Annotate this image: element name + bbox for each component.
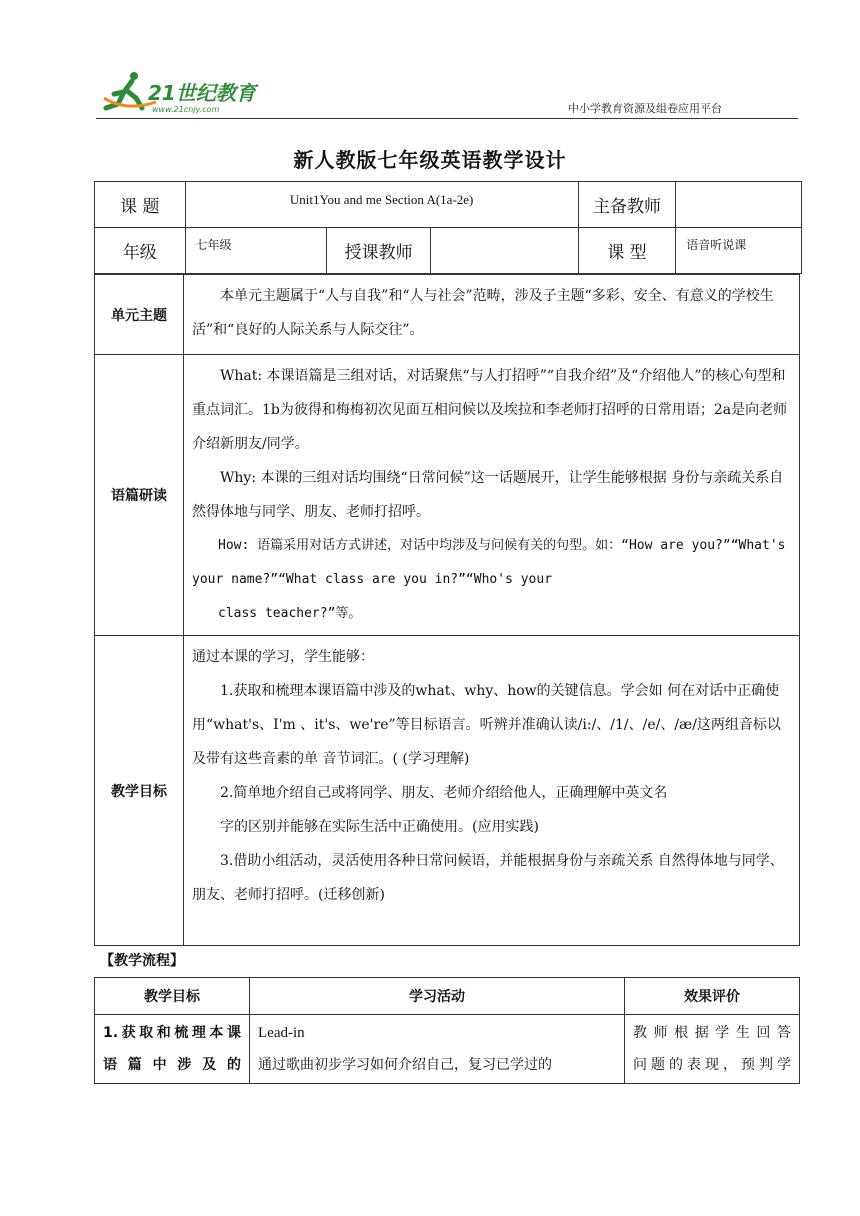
- reading-how-cont: class teacher?”等。: [218, 606, 362, 621]
- flow-table: [94, 977, 800, 1084]
- goals-label: 教学目标: [95, 636, 184, 946]
- content-table: [94, 274, 800, 946]
- reading-what: What: 本课语篇是三组对话，对话聚焦“与人打招呼”“自我介绍”及“介绍他人”的核心句型和重点词汇。1b为彼得和梅梅初次见面互相问候以及埃拉和李老师打招呼的日常用语；2a是向老师介绍新朋友/同学。: [192, 368, 788, 452]
- col-header-activity: 学习活动: [250, 978, 625, 1015]
- flow-heading: 【教学流程】: [100, 953, 184, 969]
- reading-text: [184, 355, 800, 636]
- goal-3: 3.借助小组活动，灵活使用各种日常问候语，并能根据身份与亲疏关系 自然得体地与同学、朋友、老师打招呼。(迁移创新): [192, 853, 784, 903]
- reading-how: How: 语篇采用对话方式讲述，对话中均涉及与问候有关的句型。如：“How are you?”“What's your name?”“What class are you in?”“Who's your: [192, 538, 786, 587]
- theme-label: 单元主题: [95, 275, 184, 355]
- lead-teacher-value: [676, 182, 802, 228]
- teacher-value: [430, 228, 578, 274]
- grade-value: 七年级: [185, 228, 327, 274]
- type-value: 语音听说课: [676, 228, 802, 274]
- logo-url: www.21cnjy.com: [152, 105, 220, 114]
- logo-text: 21世纪教育: [148, 81, 256, 105]
- col-header-eval: 效果评价: [625, 978, 800, 1015]
- teacher-label: 授课教师: [327, 228, 431, 274]
- reading-why: Why: 本课的三组对话均围绕“日常问候”这一话题展开，让学生能够根据 身份与亲疏关系自然得体地与同学、朋友、老师打招呼。: [192, 470, 784, 520]
- document-title: 新人教版七年级英语教学设计: [293, 148, 567, 172]
- row-goal: 1.获取和梳理本课 语 篇 中 涉 及 的: [95, 1015, 250, 1084]
- type-label: 课 型: [578, 228, 676, 274]
- lead-teacher-label: 主备教师: [578, 182, 676, 228]
- grade-label: 年级: [95, 228, 186, 274]
- topic-value: Unit1You and me Section A(1a-2e): [185, 182, 578, 228]
- goal-1: 1.获取和梳理本课语篇中涉及的what、why、how的关键信息。学会如 何在对话中正确使用“what's、I'm 、it's、we're”等目标语言。听辨并准确认读/i:/、/1/、/e/、/æ/这两组音标以及带有这些音素的单 音节词汇。( (学习理解): [192, 683, 781, 767]
- info-table: [94, 181, 802, 274]
- row-activity: Lead-in 通过歌曲初步学习如何介绍自己，复习已学过的: [250, 1015, 625, 1084]
- platform-tagline: 中小学教育资源及组卷应用平台: [568, 102, 722, 115]
- col-header-goal: 教学目标: [95, 978, 250, 1015]
- theme-text: 本单元主题属于“人与自我”和“人与社会”范畴，涉及子主题“多彩、安全、有意义的学校生活”和“良好的人际关系与人际交往”。: [184, 275, 800, 355]
- table-row: [95, 1015, 800, 1084]
- goal-2-cont: 字的区别并能够在实际生活中正确使用。(应用实践): [220, 819, 539, 835]
- goals-intro: 通过本课的学习，学生能够：: [192, 649, 374, 665]
- goal-2: 2.简单地介绍自己或将同学、朋友、老师介绍给他人，正确理解中英文名: [220, 785, 668, 801]
- goals-text: [184, 636, 800, 946]
- header-divider: [96, 118, 798, 119]
- reading-label: 语篇研读: [95, 355, 184, 636]
- topic-label: 课 题: [95, 182, 186, 228]
- site-logo: [96, 68, 266, 118]
- row-eval: 教师根据学生回答 问题的表现，预判学: [625, 1015, 800, 1084]
